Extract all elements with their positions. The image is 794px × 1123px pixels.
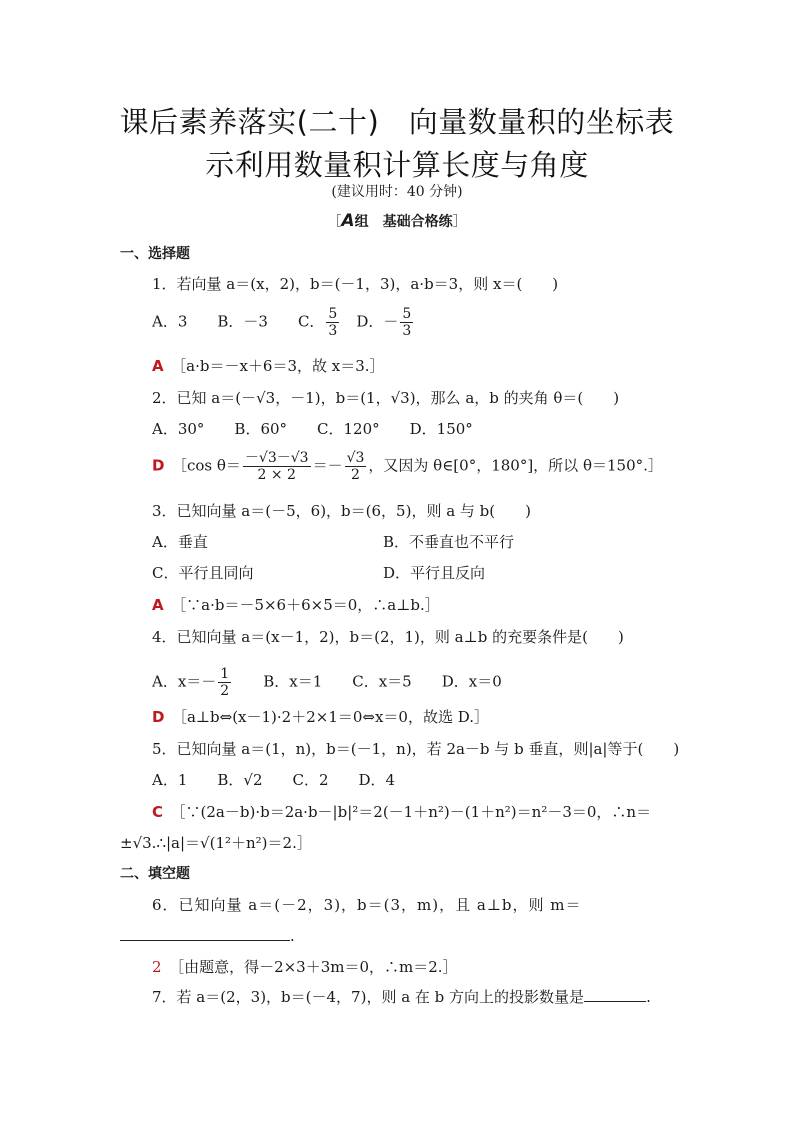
q4-options	[152, 666, 502, 699]
q1-opt-c-frac	[326, 306, 339, 339]
q1-options	[152, 306, 415, 339]
q1-opt-c-num: 5	[328, 306, 338, 322]
q3-opt-b: B．不垂直也不平行	[383, 533, 515, 551]
q1-answer: A	[152, 357, 164, 375]
q4-opt-a-pre: A．x＝－	[152, 672, 217, 691]
page-title-line1: 课后素养落实(二十) 向量数量积的坐标表	[119, 105, 675, 139]
q6-explain: ［由题意，得－2×3＋3m＝0，∴m＝2.］	[176, 958, 458, 976]
q3-opt-d: D．平行且反向	[383, 564, 486, 582]
q2-options: A．30° B．60° C．120° D．150°	[152, 420, 473, 438]
q6-stem: 6．已知向量 a＝(－2，3)，b＝(3，m)，且 a⊥b，则 m＝	[152, 896, 582, 914]
q2-explain-frac2	[345, 450, 367, 483]
q1-solution	[152, 356, 385, 376]
page-title-line2: 示利用数量积计算长度与角度	[205, 148, 589, 182]
section-choice: 一、选择题	[120, 246, 190, 262]
q3-answer: A	[152, 596, 164, 614]
q5-solution-line1	[152, 802, 651, 822]
q5-answer: C	[152, 803, 164, 821]
q4-opt-a-frac	[218, 666, 231, 699]
q2-answer: D	[152, 456, 165, 475]
q2-explain-den2: 2	[351, 467, 360, 483]
q6-answer: 2	[152, 958, 162, 976]
q2-explain-num: －√3－√3	[244, 450, 309, 466]
q3-explain: ［∵a·b＝－5×6＋6×5＝0，∴a⊥b.］	[178, 596, 440, 614]
q5-solution-line2: ±√3.∴|a|＝√(1²＋n²)＝2.］	[120, 834, 312, 852]
q7-period: .	[646, 988, 651, 1006]
q1-stem: 1．若向量 a＝(x，2)，b＝(－1，3)，a·b＝3，则 x＝( )	[152, 275, 559, 293]
q5-options: A．1 B．√2 C．2 D．4	[152, 771, 396, 789]
q1-opt-d: D．－	[341, 312, 399, 331]
q2-explain-num2: √3	[346, 450, 365, 466]
q5-stem: 5．已知向量 a＝(1，n)，b＝(－1，n)，若 2a－b 与 b 垂直，则|a|等于( )	[152, 740, 680, 758]
q4-explain: ［a⊥b⇔(x－1)·2＋2×1＝0⇔x＝0，故选 D.］	[179, 708, 490, 726]
q1-opt-c-den: 3	[328, 323, 338, 339]
q2-explain-den: 2 × 2	[257, 467, 296, 483]
section-fill: 二、填空题	[120, 866, 190, 882]
q7-stem: 7．若 a＝(2，3)，b＝(－4，7)，则 a 在 b 方向上的投影数量是	[152, 988, 585, 1006]
group-label: 组 基础合格练	[354, 214, 453, 230]
q2-explain-mid: ＝－	[312, 456, 343, 475]
q1-explain: ［a·b＝－x＋6＝3，故 x＝3.］	[178, 357, 385, 375]
q3-opt-a: A．垂直	[152, 533, 208, 551]
q3-opt-c: C．平行且同向	[152, 564, 254, 582]
q1-opt-d-den: 3	[402, 323, 412, 339]
q3-stem: 3．已知向量 a＝(－5，6)，b＝(6，5)，则 a 与 b( )	[152, 502, 531, 520]
group-close-bracket: ］	[452, 214, 467, 230]
q7-answer-blank[interactable]	[584, 1001, 646, 1002]
q2-solution	[152, 450, 663, 483]
time-suggestion: (建议用时：40 分钟)	[331, 184, 463, 200]
q6-blank-line	[120, 926, 295, 946]
q1-opt-ab: A．3 B．－3 C．	[152, 312, 325, 331]
q1-opt-d-num: 5	[402, 306, 412, 322]
q6-solution	[152, 957, 458, 977]
q4-answer: D	[152, 708, 165, 726]
q6-period: .	[290, 927, 295, 945]
q2-stem: 2．已知 a＝(－√3，－1)，b＝(1，√3)，那么 a，b 的夹角 θ＝( )	[152, 389, 620, 407]
q4-solution	[152, 707, 489, 727]
q6-answer-blank[interactable]	[120, 940, 290, 941]
q4-opt-a-num: 1	[220, 666, 230, 682]
q4-opt-rest: B．x＝1 C．x＝5 D．x＝0	[233, 672, 502, 691]
q5-explain1: ［∵(2a－b)·b＝2a·b－|b|²＝2(－1＋n²)－(1＋n²)＝n²－3＝0，∴n＝	[178, 803, 652, 821]
q2-explain-post: ，又因为 θ∈[0°，180°]，所以 θ＝150°.］	[368, 456, 663, 475]
q2-explain-frac	[243, 450, 311, 483]
q1-opt-d-frac	[400, 306, 413, 339]
q4-opt-a-den: 2	[220, 683, 230, 699]
group-a-badge: A	[341, 211, 355, 231]
q4-stem: 4．已知向量 a＝(x－1，2)，b＝(2，1)，则 a⊥b 的充要条件是( )	[152, 628, 624, 646]
q7-stem-line	[152, 987, 651, 1007]
group-open-bracket: ［	[327, 214, 342, 230]
q2-explain-pre: ［cos θ＝	[179, 456, 241, 475]
q3-solution	[152, 595, 440, 615]
group-heading	[0, 211, 794, 231]
